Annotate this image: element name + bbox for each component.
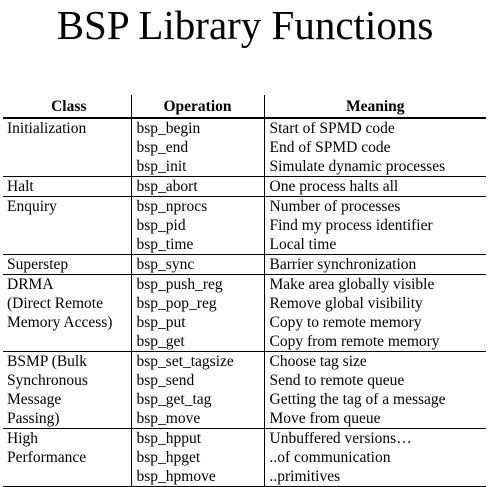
operation-name: bsp_init — [136, 158, 187, 175]
operation-name: bsp_hpget — [136, 449, 201, 466]
operation-meaning: Move from queue — [269, 410, 381, 427]
column-header-meaning: Meaning — [264, 95, 486, 118]
operation-cell — [131, 118, 264, 177]
class-label: Enquiry — [7, 198, 57, 215]
operation-meaning: Copy from remote memory — [269, 333, 440, 350]
operation-meaning: Unbuffered versions… — [269, 430, 412, 447]
operation-meaning: One process halts all — [269, 178, 399, 195]
operation-name: bsp_send — [136, 372, 195, 389]
table-row — [3, 255, 486, 275]
column-header-class: Class — [3, 95, 131, 118]
class-cell — [3, 255, 131, 275]
class-label: Passing) — [7, 410, 60, 427]
operation-cell — [131, 197, 264, 255]
operation-cell — [131, 255, 264, 275]
class-label: Performance — [7, 449, 87, 466]
class-cell — [3, 429, 131, 487]
operation-meaning: Find my process identifier — [269, 217, 433, 234]
class-cell — [3, 275, 131, 352]
operation-meaning: End of SPMD code — [269, 139, 391, 156]
meaning-cell — [264, 255, 486, 275]
operation-meaning: Getting the tag of a message — [269, 391, 446, 408]
table-row — [3, 118, 486, 177]
operation-meaning: Simulate dynamic processes — [269, 158, 446, 175]
meaning-cell — [264, 429, 486, 487]
meaning-cell — [264, 275, 486, 352]
operation-name: bsp_sync — [136, 256, 195, 273]
table-header-row — [3, 95, 486, 118]
operation-name: bsp_end — [136, 139, 189, 156]
class-label: Message — [7, 391, 62, 408]
class-label: DRMA — [7, 276, 54, 293]
operation-meaning: Remove global visibility — [269, 295, 423, 312]
operation-name: bsp_begin — [136, 120, 201, 137]
bsp-functions-table — [3, 95, 486, 487]
operation-meaning: Start of SPMD code — [269, 120, 395, 137]
operation-cell — [131, 352, 264, 429]
operation-meaning: Copy to remote memory — [269, 314, 422, 331]
class-label: Superstep — [7, 256, 69, 273]
operation-name: bsp_put — [136, 314, 186, 331]
operation-cell — [131, 429, 264, 487]
operation-name: bsp_move — [136, 410, 201, 427]
table-row — [3, 177, 486, 197]
class-label: Memory Access) — [7, 314, 113, 331]
class-label: (Direct Remote — [7, 295, 103, 312]
operation-name: bsp_time — [136, 236, 194, 253]
operation-name: bsp_set_tagsize — [136, 353, 234, 370]
meaning-cell — [264, 197, 486, 255]
operation-name: bsp_hpmove — [136, 468, 216, 485]
operation-meaning: Barrier synchronization — [269, 256, 417, 273]
operation-cell — [131, 275, 264, 352]
class-cell — [3, 352, 131, 429]
column-header-operation: Operation — [131, 95, 264, 118]
table-body — [3, 118, 486, 487]
operation-meaning: Choose tag size — [269, 353, 367, 370]
operation-name: bsp_nprocs — [136, 198, 208, 215]
operation-name: bsp_hpput — [136, 430, 202, 447]
operation-meaning: Send to remote queue — [269, 372, 405, 389]
table-row — [3, 429, 486, 487]
operation-name: bsp_pid — [136, 217, 186, 234]
operation-meaning: ..primitives — [269, 468, 341, 485]
class-label: High — [7, 430, 38, 447]
operation-name: bsp_pop_reg — [136, 295, 217, 312]
class-cell — [3, 118, 131, 177]
meaning-cell — [264, 352, 486, 429]
operation-meaning: Make area globally visible — [269, 276, 435, 293]
class-cell — [3, 177, 131, 197]
operation-meaning: ..of communication — [269, 449, 391, 466]
table-row — [3, 197, 486, 255]
class-cell — [3, 197, 131, 255]
operation-name: bsp_get_tag — [136, 391, 212, 408]
class-label: Halt — [7, 178, 34, 195]
operation-cell — [131, 177, 264, 197]
class-label: BSMP (Bulk — [7, 353, 87, 370]
table-row — [3, 352, 486, 429]
operation-meaning: Local time — [269, 236, 337, 253]
class-label: Initialization — [7, 120, 87, 137]
meaning-cell — [264, 177, 486, 197]
page-title: BSP Library Functions — [56, 2, 434, 48]
class-label: Synchronous — [7, 372, 88, 389]
operation-name: bsp_abort — [136, 178, 198, 195]
operation-name: bsp_push_reg — [136, 276, 223, 293]
meaning-cell — [264, 118, 486, 177]
table-row — [3, 275, 486, 352]
operation-name: bsp_get — [136, 333, 185, 350]
operation-meaning: Number of processes — [269, 198, 401, 215]
